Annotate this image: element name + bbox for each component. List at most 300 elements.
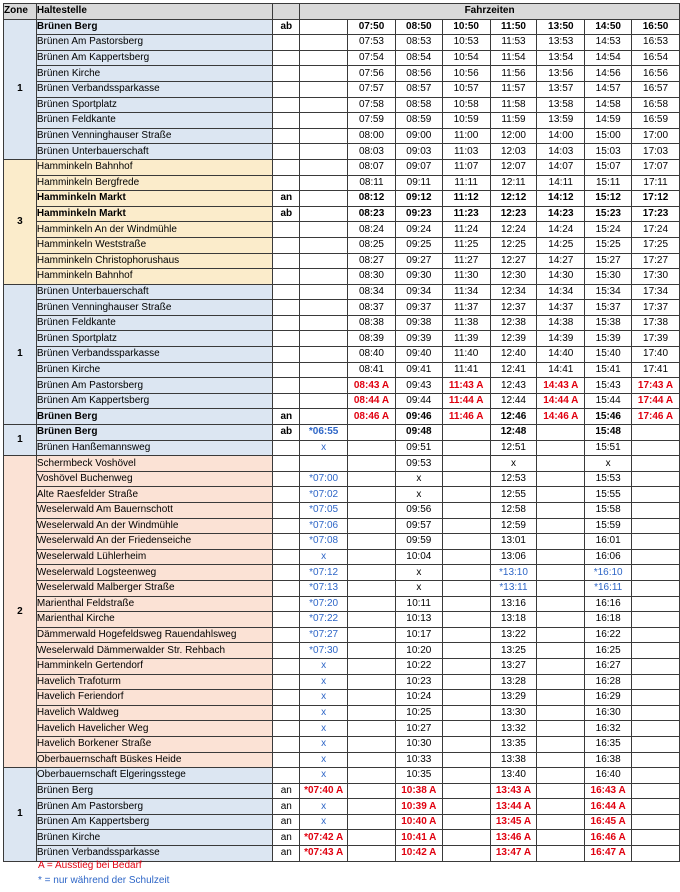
stop-row	[4, 456, 680, 472]
stop-row	[4, 35, 680, 51]
stop-name: Brünen Am Kappertsberg	[36, 814, 273, 830]
time-cell: 12:59	[490, 518, 537, 534]
time-cell: 16:18	[585, 612, 632, 628]
arrival-departure-marker	[273, 690, 300, 706]
stop-name: Brünen Unterbauerschaft	[36, 144, 273, 160]
time-cell: 08:11	[348, 175, 396, 191]
arrival-departure-marker	[273, 627, 300, 643]
time-cell: x	[300, 690, 348, 706]
time-cell: 11:24	[442, 222, 490, 238]
time-cell: 17:34	[632, 284, 680, 300]
stop-row	[4, 97, 680, 113]
time-cell	[442, 799, 490, 815]
stop-name: Havelich Trafoturm	[36, 674, 273, 690]
time-cell: 08:24	[348, 222, 396, 238]
time-cell	[348, 674, 396, 690]
time-cell: 13:27	[490, 658, 537, 674]
time-cell: 11:23	[442, 206, 490, 222]
time-cell	[348, 721, 396, 737]
stop-name: Brünen Berg	[36, 783, 273, 799]
stop-name: Havelich Borkener Straße	[36, 736, 273, 752]
time-cell	[348, 627, 396, 643]
stop-name: Brünen Kirche	[36, 66, 273, 82]
time-cell: 13:35	[490, 736, 537, 752]
time-cell: 16:40	[585, 768, 632, 784]
time-cell: 11:03	[442, 144, 490, 160]
arrival-departure-marker	[273, 237, 300, 253]
time-cell: x	[300, 674, 348, 690]
time-cell	[442, 425, 490, 441]
stop-name: Hamminkeln Christophorushaus	[36, 253, 273, 269]
stop-name: Brünen Verbandssparkasse	[36, 846, 273, 862]
time-cell	[300, 331, 348, 347]
time-cell: 17:39	[632, 331, 680, 347]
stop-row	[4, 409, 680, 425]
time-cell: *07:13	[300, 580, 348, 596]
time-cell: 14:56	[585, 66, 632, 82]
stop-row	[4, 19, 680, 35]
time-cell: 16:30	[585, 705, 632, 721]
header-times: Fahrzeiten	[300, 4, 680, 20]
arrival-departure-marker	[273, 97, 300, 113]
time-cell: 11:43 A	[442, 378, 490, 394]
time-cell	[537, 440, 585, 456]
time-cell	[348, 752, 396, 768]
arrival-departure-marker	[273, 362, 300, 378]
time-cell: 11:12	[442, 191, 490, 207]
time-cell	[442, 534, 490, 550]
time-cell	[537, 580, 585, 596]
stop-row	[4, 471, 680, 487]
time-cell: 09:53	[395, 456, 442, 472]
time-cell: 15:59	[585, 518, 632, 534]
stop-row	[4, 206, 680, 222]
time-cell: 11:53	[490, 35, 537, 51]
stop-name: Alte Raesfelder Straße	[36, 487, 273, 503]
time-cell	[300, 50, 348, 66]
time-cell: 10:04	[395, 549, 442, 565]
time-cell: 15:23	[585, 206, 632, 222]
stop-row	[4, 627, 680, 643]
time-cell	[348, 471, 396, 487]
stop-name: Weselerwald Am Bauernschott	[36, 503, 273, 519]
header-zone: Zone	[4, 4, 37, 20]
time-cell: 11:41	[442, 362, 490, 378]
stop-name: Brünen Am Pastorsberg	[36, 799, 273, 815]
stop-row	[4, 721, 680, 737]
stop-row	[4, 752, 680, 768]
stop-name: Brünen Berg	[36, 425, 273, 441]
time-cell: 11:46 A	[442, 409, 490, 425]
time-cell	[537, 752, 585, 768]
time-cell: 15:41	[585, 362, 632, 378]
time-cell	[632, 783, 680, 799]
stop-row	[4, 487, 680, 503]
time-cell: 11:40	[442, 347, 490, 363]
time-cell: 09:11	[395, 175, 442, 191]
timetable-body	[4, 19, 680, 861]
time-cell: *07:42 A	[300, 830, 348, 846]
stop-name: Brünen Am Pastorsberg	[36, 378, 273, 394]
zone-cell: 1	[4, 19, 37, 159]
time-cell: 14:12	[537, 191, 585, 207]
time-cell: 08:41	[348, 362, 396, 378]
time-cell	[348, 518, 396, 534]
stop-row	[4, 175, 680, 191]
stop-row	[4, 736, 680, 752]
stop-name: Brünen Kirche	[36, 362, 273, 378]
time-cell	[537, 549, 585, 565]
time-cell: 10:23	[395, 674, 442, 690]
time-cell: 13:38	[490, 752, 537, 768]
stop-row	[4, 144, 680, 160]
time-cell: 12:23	[490, 206, 537, 222]
arrival-departure-marker: an	[273, 830, 300, 846]
time-cell	[348, 503, 396, 519]
time-cell: 08:43 A	[348, 378, 396, 394]
stop-name: Schermbeck Voshövel	[36, 456, 273, 472]
time-cell	[348, 643, 396, 659]
time-cell	[537, 783, 585, 799]
time-cell: 07:57	[348, 81, 396, 97]
stop-row	[4, 643, 680, 659]
time-cell: 11:39	[442, 331, 490, 347]
time-cell	[442, 721, 490, 737]
arrival-departure-marker	[273, 596, 300, 612]
time-cell: 13:32	[490, 721, 537, 737]
time-cell: 13:58	[537, 97, 585, 113]
time-cell	[300, 237, 348, 253]
header-anab	[273, 4, 300, 20]
stop-name: Hamminkeln Bergfrede	[36, 175, 273, 191]
time-cell: 12:46	[490, 409, 537, 425]
time-cell	[300, 315, 348, 331]
time-cell: 12:37	[490, 300, 537, 316]
time-cell	[632, 503, 680, 519]
header-row	[4, 4, 680, 20]
time-cell: 09:24	[395, 222, 442, 238]
time-cell: 10:17	[395, 627, 442, 643]
stop-name: Brünen Hanßemannsweg	[36, 440, 273, 456]
time-cell: 16:22	[585, 627, 632, 643]
stop-row	[4, 814, 680, 830]
time-cell: 13:47 A	[490, 846, 537, 862]
stop-row	[4, 799, 680, 815]
time-cell: 13:59	[537, 113, 585, 129]
time-cell: 13:53	[537, 35, 585, 51]
arrival-departure-marker	[273, 768, 300, 784]
time-cell: 16:25	[585, 643, 632, 659]
time-cell: 09:38	[395, 315, 442, 331]
arrival-departure-marker: an	[273, 783, 300, 799]
stop-row	[4, 783, 680, 799]
time-cell: *07:02	[300, 487, 348, 503]
time-cell	[348, 487, 396, 503]
time-cell: 10:41 A	[395, 830, 442, 846]
stop-row	[4, 222, 680, 238]
arrival-departure-marker	[273, 284, 300, 300]
time-cell	[300, 81, 348, 97]
time-cell	[300, 456, 348, 472]
time-cell: 12:58	[490, 503, 537, 519]
arrival-departure-marker	[273, 580, 300, 596]
arrival-departure-marker	[273, 222, 300, 238]
time-cell: 16:47 A	[585, 846, 632, 862]
stop-name: Marienthal Feldstraße	[36, 596, 273, 612]
stop-row	[4, 269, 680, 285]
time-cell	[442, 814, 490, 830]
time-cell: 10:39 A	[395, 799, 442, 815]
time-cell: 17:44 A	[632, 393, 680, 409]
time-cell: 15:55	[585, 487, 632, 503]
time-cell: 10:35	[395, 768, 442, 784]
stop-name: Weselerwald Malberger Straße	[36, 580, 273, 596]
arrival-departure-marker	[273, 674, 300, 690]
time-cell	[537, 674, 585, 690]
time-cell: *16:11	[585, 580, 632, 596]
stop-row	[4, 253, 680, 269]
time-cell	[632, 518, 680, 534]
time-cell: 17:43 A	[632, 378, 680, 394]
time-cell: 07:58	[348, 97, 396, 113]
time-cell: 08:50	[395, 19, 442, 35]
time-cell: 14:11	[537, 175, 585, 191]
time-cell	[632, 549, 680, 565]
time-cell: 15:38	[585, 315, 632, 331]
stop-name: Brünen Unterbauerschaft	[36, 284, 273, 300]
time-cell	[348, 768, 396, 784]
time-cell	[632, 721, 680, 737]
time-cell: 16:29	[585, 690, 632, 706]
time-cell	[442, 674, 490, 690]
time-cell: 10:53	[442, 35, 490, 51]
time-cell: 09:51	[395, 440, 442, 456]
stop-name: Havelich Havelicher Weg	[36, 721, 273, 737]
time-cell: 09:30	[395, 269, 442, 285]
time-cell: 08:30	[348, 269, 396, 285]
time-cell	[300, 191, 348, 207]
arrival-departure-marker: ab	[273, 425, 300, 441]
time-cell: 14:23	[537, 206, 585, 222]
stop-name: Weselerwald Lühlerheim	[36, 549, 273, 565]
time-cell: 13:56	[537, 66, 585, 82]
arrival-departure-marker	[273, 471, 300, 487]
time-cell: 14:39	[537, 331, 585, 347]
time-cell: 12:43	[490, 378, 537, 394]
time-cell: 09:25	[395, 237, 442, 253]
time-cell: 11:54	[490, 50, 537, 66]
time-cell: 09:34	[395, 284, 442, 300]
time-cell: 17:41	[632, 362, 680, 378]
time-cell	[300, 393, 348, 409]
arrival-departure-marker	[273, 503, 300, 519]
time-cell: 08:39	[348, 331, 396, 347]
arrival-departure-marker	[273, 347, 300, 363]
time-cell: 13:01	[490, 534, 537, 550]
arrival-departure-marker	[273, 331, 300, 347]
time-cell: 13:46 A	[490, 830, 537, 846]
time-cell	[537, 596, 585, 612]
time-cell	[300, 206, 348, 222]
stop-name: Marienthal Kirche	[36, 612, 273, 628]
time-cell: 10:11	[395, 596, 442, 612]
arrival-departure-marker	[273, 643, 300, 659]
time-cell	[300, 175, 348, 191]
arrival-departure-marker: ab	[273, 19, 300, 35]
time-cell: 08:23	[348, 206, 396, 222]
time-cell: 12:48	[490, 425, 537, 441]
time-cell: 16:46 A	[585, 830, 632, 846]
time-cell: 09:27	[395, 253, 442, 269]
stop-name: Brünen Berg	[36, 19, 273, 35]
time-cell	[442, 830, 490, 846]
stop-name: Brünen Am Kappertsberg	[36, 50, 273, 66]
zone-cell: 2	[4, 456, 37, 768]
time-cell: 17:46 A	[632, 409, 680, 425]
arrival-departure-marker	[273, 159, 300, 175]
time-cell: 16:38	[585, 752, 632, 768]
time-cell	[537, 565, 585, 581]
time-cell: 10:27	[395, 721, 442, 737]
time-cell: 11:56	[490, 66, 537, 82]
time-cell: 14:30	[537, 269, 585, 285]
arrival-departure-marker	[273, 518, 300, 534]
zone-cell: 1	[4, 284, 37, 424]
time-cell: 13:43 A	[490, 783, 537, 799]
time-cell: 11:59	[490, 113, 537, 129]
time-cell	[442, 783, 490, 799]
time-cell	[442, 565, 490, 581]
time-cell: x	[300, 768, 348, 784]
time-cell: 17:24	[632, 222, 680, 238]
stop-row	[4, 518, 680, 534]
stop-row	[4, 658, 680, 674]
stop-name: Brünen Venninghauser Straße	[36, 300, 273, 316]
stop-name: Havelich Waldweg	[36, 705, 273, 721]
time-cell: 12:55	[490, 487, 537, 503]
time-cell: 08:12	[348, 191, 396, 207]
stop-row	[4, 534, 680, 550]
stop-name: Havelich Feriendorf	[36, 690, 273, 706]
time-cell	[300, 35, 348, 51]
arrival-departure-marker	[273, 705, 300, 721]
time-cell	[300, 159, 348, 175]
time-cell: 16:54	[632, 50, 680, 66]
stop-name: Voshövel Buchenweg	[36, 471, 273, 487]
time-cell	[300, 128, 348, 144]
time-cell: 17:12	[632, 191, 680, 207]
time-cell	[632, 440, 680, 456]
time-cell: *07:22	[300, 612, 348, 628]
time-cell: 09:40	[395, 347, 442, 363]
time-cell: 14:03	[537, 144, 585, 160]
stop-row	[4, 191, 680, 207]
time-cell: 16:27	[585, 658, 632, 674]
time-cell: 11:57	[490, 81, 537, 97]
time-cell	[300, 378, 348, 394]
time-cell	[632, 830, 680, 846]
stop-row	[4, 768, 680, 784]
time-cell: 14:46 A	[537, 409, 585, 425]
arrival-departure-marker	[273, 440, 300, 456]
time-cell: 08:44 A	[348, 393, 396, 409]
time-cell: 13:57	[537, 81, 585, 97]
time-cell: x	[395, 471, 442, 487]
time-cell: 17:30	[632, 269, 680, 285]
time-cell: 10:25	[395, 705, 442, 721]
time-cell	[442, 736, 490, 752]
stop-row	[4, 378, 680, 394]
time-cell	[632, 814, 680, 830]
time-cell: 15:11	[585, 175, 632, 191]
time-cell	[632, 596, 680, 612]
arrival-departure-marker	[273, 253, 300, 269]
time-cell: 15:37	[585, 300, 632, 316]
time-cell: x	[300, 721, 348, 737]
time-cell: x	[395, 487, 442, 503]
time-cell: 14:59	[585, 113, 632, 129]
arrival-departure-marker	[273, 658, 300, 674]
time-cell	[442, 456, 490, 472]
time-cell	[348, 534, 396, 550]
time-cell: 15:44	[585, 393, 632, 409]
time-cell: x	[300, 658, 348, 674]
time-cell: *07:05	[300, 503, 348, 519]
time-cell: 12:00	[490, 128, 537, 144]
stop-row	[4, 690, 680, 706]
time-cell: 07:59	[348, 113, 396, 129]
time-cell: 14:53	[585, 35, 632, 51]
stop-row	[4, 580, 680, 596]
time-cell: 17:25	[632, 237, 680, 253]
time-cell: 15:24	[585, 222, 632, 238]
stop-row	[4, 159, 680, 175]
stop-row	[4, 393, 680, 409]
time-cell: 14:27	[537, 253, 585, 269]
time-cell	[537, 487, 585, 503]
time-cell	[632, 471, 680, 487]
time-cell	[632, 565, 680, 581]
time-cell	[300, 66, 348, 82]
time-cell: x	[300, 440, 348, 456]
time-cell: 10:57	[442, 81, 490, 97]
time-cell: 11:44 A	[442, 393, 490, 409]
time-cell	[632, 658, 680, 674]
time-cell	[537, 736, 585, 752]
time-cell: 14:00	[537, 128, 585, 144]
stop-name: Weselerwald Logsteenweg	[36, 565, 273, 581]
time-cell: *07:30	[300, 643, 348, 659]
time-cell: 17:38	[632, 315, 680, 331]
time-cell: 07:56	[348, 66, 396, 82]
time-cell	[442, 627, 490, 643]
time-cell: 08:00	[348, 128, 396, 144]
time-cell: 14:37	[537, 300, 585, 316]
time-cell: x	[300, 736, 348, 752]
stop-row	[4, 331, 680, 347]
zone-cell: 1	[4, 768, 37, 862]
time-cell: 16:28	[585, 674, 632, 690]
time-cell: 10:24	[395, 690, 442, 706]
time-cell: x	[490, 456, 537, 472]
arrival-departure-marker	[273, 315, 300, 331]
stop-row	[4, 50, 680, 66]
time-cell: 09:46	[395, 409, 442, 425]
stop-row	[4, 503, 680, 519]
time-cell: 11:25	[442, 237, 490, 253]
stop-name: Hamminkeln Bahnhof	[36, 159, 273, 175]
time-cell: 08:57	[395, 81, 442, 97]
